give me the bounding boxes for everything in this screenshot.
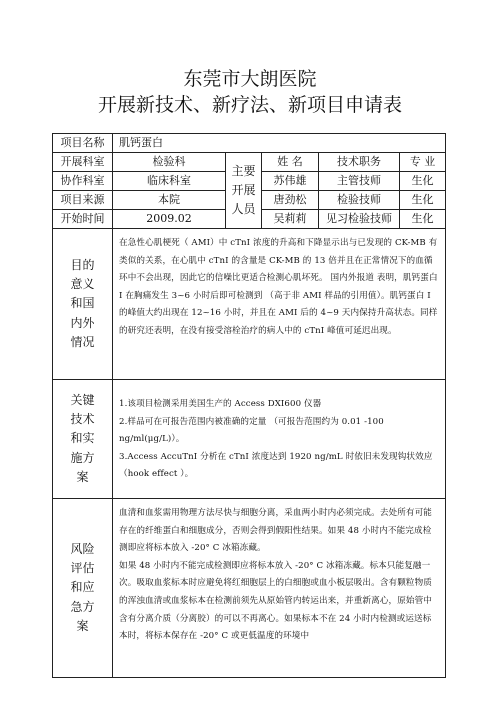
row-project-name (53, 134, 446, 153)
risk-label-text: 风险评估和应急方案 (70, 542, 95, 633)
staff-header-name: 姓 名 (262, 153, 319, 172)
purpose-text (113, 229, 446, 380)
staff-header-major: 专 业 (400, 153, 446, 172)
project-name-label: 项目名称 (53, 134, 113, 153)
row-dept (53, 153, 446, 172)
purpose-label (53, 229, 113, 380)
key-tech-line: 1.该项目检测采用美国生产的 Access DXI600 仪器 (119, 398, 322, 409)
key-tech-label (53, 380, 113, 499)
staff-label-text: 主要开展人员 (231, 163, 256, 217)
staff-label (226, 153, 262, 229)
staff-title: 主管技师 (319, 172, 400, 191)
hospital-name: 东莞市大朗医院 (183, 68, 317, 90)
start-value: 2009.02 (113, 210, 226, 229)
risk-paragraph: 如果 48 小时内不能完成检测即应将标本放入 -20° C 冰箱冻藏。标本只能复融一次。吸取血浆标本时应避免将红细胞层上的白细胞或血小板层吸出。含有颗粒物质的浑浊血清或血浆标本在检测前须先从原始管内转运出来，并重新离心，原始管中含有分离介质（分离胶）的可以不再离心。如果标本不在 24 小时内检测或运送标本时，将标本保存在 -20° C 或更低温度的环境中 (119, 560, 432, 642)
row-risk (53, 499, 446, 678)
risk-text (113, 499, 446, 678)
staff-name: 唐劲松 (262, 191, 319, 210)
dept-label: 开展科室 (53, 153, 113, 172)
risk-paragraph: 血清和血浆需用物理方法尽快与细胞分离，采血两小时内必须完成。去处所有可能存在的纤维蛋白和细胞成分，否则会得到假阳性结果。如果 48 小时内不能完成检测即应将标本放入 -20° C 冰箱冻藏。 (119, 508, 432, 554)
risk-label (53, 499, 113, 678)
staff-name: 苏伟雄 (262, 172, 319, 191)
source-label: 项目来源 (53, 191, 113, 210)
start-label: 开始时间 (53, 210, 113, 229)
source-value: 本院 (113, 191, 226, 210)
key-tech-line: 2.样品可在可报告范围内被准确的定量 （可报告范围约为 0.01 -100 ng/ml(μg/L)）。 (119, 416, 384, 445)
application-form (52, 133, 446, 678)
dept-value: 检验科 (113, 153, 226, 172)
staff-title: 检验技师 (319, 191, 400, 210)
row-key-tech (53, 380, 446, 499)
form-title: 开展新技术、新疗法、新项目申请表 (97, 94, 402, 116)
staff-major: 生化 (400, 172, 446, 191)
key-tech-text (113, 380, 446, 499)
collab-label: 协作科室 (53, 172, 113, 191)
staff-header-title: 技术职务 (319, 153, 400, 172)
staff-major: 生化 (400, 210, 446, 229)
key-tech-line: 3.Access AccuTnI 分析在 cTnI 浓度达到 1920 ng/mL 时依旧未发现钩状效应（hook effect ）。 (119, 451, 433, 480)
key-tech-label-text: 关键技术和实施方案 (70, 393, 95, 484)
staff-major: 生化 (400, 191, 446, 210)
project-name-value: 肌钙蛋白 (113, 134, 446, 153)
purpose-paragraph: 在急性心肌梗死（ AMI）中 cTnI 浓度的升高和下降显示出与已发现的 CK-MB 有类似的关系，在心肌中 cTnI 的含量是 CK-MB 的 13 倍并且在正常情况下的血循环中不会出现，因此它的信噪比更适合检测心肌坏死。 国内外报道 表明，肌钙蛋白 I 在胸痛发生 3~6 小时后即可检测到 （高于非 AMI 样品的引用值）。肌钙蛋白 I 的峰值大约出现在 12~16 小时，并且在 AMI 后的 4~9 天内保持升高状态。同样的研究还表明，在没有接受溶栓治疗的病人中的 cTnI 峰值可延迟出现。 (119, 238, 438, 337)
collab-value: 临床科室 (113, 172, 226, 191)
row-purpose (53, 229, 446, 380)
purpose-label-text: 目的意义和国内外情况 (70, 258, 95, 349)
staff-title: 见习检验技师 (319, 210, 400, 229)
staff-name: 吴莉莉 (262, 210, 319, 229)
